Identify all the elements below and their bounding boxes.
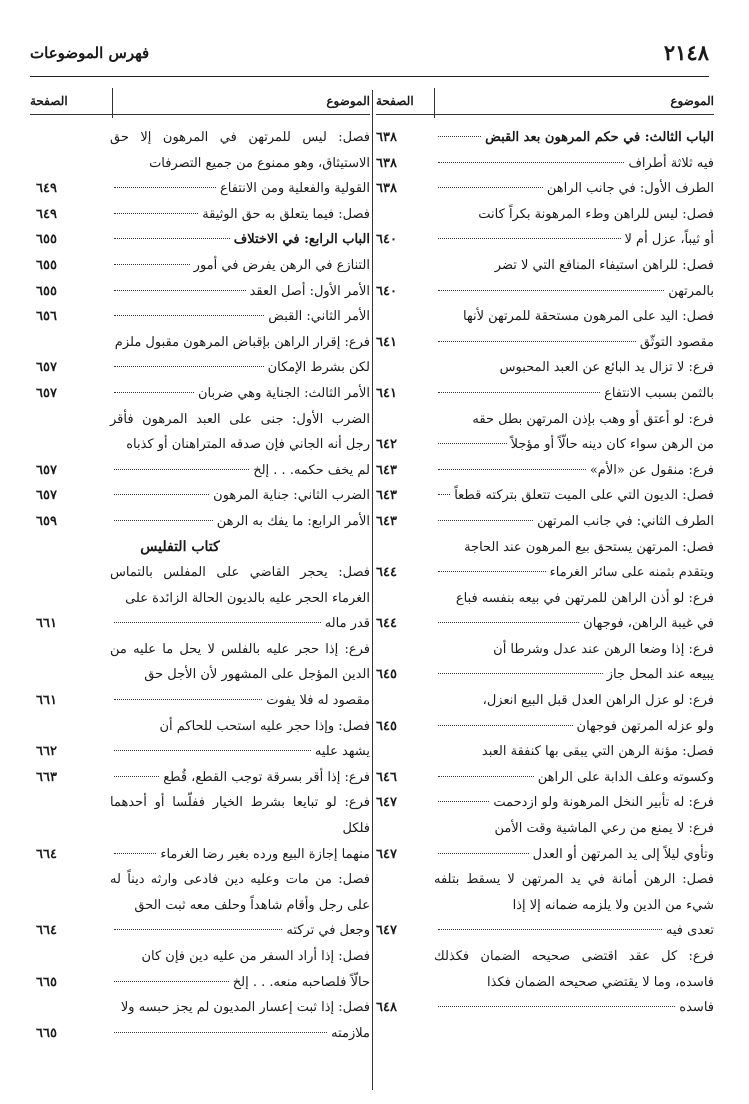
entry-text: فصل: ليس للمرتهن في المرهون إلا حق الاستيثاق، وهو ممنوع من جميع التصرفات (110, 130, 370, 171)
entry-text: فرع: لو أعتق أو وهب بإذن المرتهن بطل حقه (472, 411, 714, 427)
entry-last-line (434, 279, 714, 305)
leader-dots (438, 776, 534, 777)
entry-text: لكن بشرط الإمكان (267, 360, 370, 376)
left-column (30, 88, 370, 1046)
page-ref: ٦٤٧ (376, 846, 397, 862)
entry-last-line (434, 458, 714, 484)
page-ref: ٦٤٢ (376, 437, 397, 453)
toc-entry (30, 407, 370, 484)
entry-text: فرع: لو عزل الراهن العدل قبل البيع انعزل، (482, 693, 714, 709)
entry-text: الباب الرابع: في الاختلاف (233, 232, 370, 248)
entry-text: فصل: إذا ثبت إعسار المديون لم يجز حبسه ولا (120, 1000, 370, 1016)
toc-entry (30, 483, 370, 509)
leader-dots (114, 520, 213, 521)
toc-entry (376, 407, 714, 458)
toc-entry (376, 688, 714, 739)
entry-last-line (110, 355, 370, 381)
entry-last-line (110, 688, 370, 714)
entry-last-line (434, 995, 714, 1021)
toc-entries-right (376, 125, 714, 1021)
toc-entry (30, 253, 370, 279)
entry-last-line (110, 611, 370, 637)
entry-text: فرع: لا تزال يد البائع عن العبد المحبوس (499, 360, 714, 376)
entry-text: فصل: فيما يتعلق به حق الوثيقة (202, 206, 370, 222)
entry-text: فصل: للراهن استيفاء المنافع التي لا تضر (494, 257, 714, 273)
toc-entry (30, 560, 370, 637)
leader-dots (438, 392, 600, 393)
toc-entry (30, 202, 370, 228)
page-ref: ٦٤٠ (376, 283, 397, 299)
entry-text: فصل: الديون التي على الميت تتعلق بتركته قطعاً (454, 488, 714, 504)
entry-text: فصل: المرتهن يستحق بيع المرهون عند الحاجة (464, 539, 714, 555)
entry-text: قدر ماله (324, 616, 370, 632)
entry-text: أو ثيباً، عزل أم لا (624, 232, 714, 248)
entry-text: فيه ثلاثة أطراف (628, 155, 714, 171)
toc-entry (30, 714, 370, 765)
entry-last-line (110, 227, 370, 253)
entry-last-line (434, 176, 714, 202)
leader-dots (114, 622, 321, 623)
page-ref: ٦٤٤ (376, 565, 397, 581)
leader-dots (438, 494, 450, 495)
page-ref: ٦٥٥ (36, 232, 57, 248)
page-ref: ٦٤٧ (376, 923, 397, 939)
toc-entry (376, 867, 714, 944)
toc-entry (30, 790, 370, 867)
toc-entry (30, 944, 370, 995)
leader-dots (114, 238, 230, 239)
entry-text: وجعل في تركته (286, 923, 370, 939)
toc-entry (30, 227, 370, 253)
leader-dots (438, 341, 636, 342)
entry-last-line (434, 151, 714, 177)
entry-text: الأمر الثاني: القبض (268, 309, 370, 325)
column-header (376, 88, 714, 115)
page-header-label: الصفحة (30, 94, 68, 108)
entry-last-line (434, 330, 714, 356)
entry-text: فصل: ليس للراهن وطء المرهونة بكراً كانت (478, 206, 714, 222)
leader-dots (438, 443, 507, 444)
leader-dots (438, 162, 624, 163)
entry-last-line (110, 279, 370, 305)
entry-text: فرع: إذا وضعا الرهن عند عدل وشرطا أن (493, 641, 714, 657)
entry-last-line (434, 765, 714, 791)
entry-text: ولو عزله المرتهن فوجهان (576, 718, 714, 734)
page-ref: ٦٤١ (376, 385, 397, 401)
leader-dots (114, 187, 216, 188)
page-ref: ٦٥٩ (36, 513, 57, 529)
leader-dots (438, 622, 579, 623)
section-title: كتاب التفليس (140, 538, 220, 555)
entry-text: حالّاً فلصاحبه منعه. . . إلخ (232, 974, 370, 990)
entry-text: الأمر الرابع: ما يفك به الرهن (216, 513, 370, 529)
toc-entry (30, 381, 370, 407)
page-ref: ٦٥٧ (36, 385, 57, 401)
toc-entry (376, 790, 714, 816)
entry-text: بالثمن بسبب الانتفاع (604, 385, 714, 401)
toc-entry (376, 535, 714, 586)
toc-entry (30, 125, 370, 202)
leader-dots (438, 238, 621, 239)
entry-text: فصل: وإذا حجر عليه استحب للحاكم أن (159, 718, 370, 734)
toc-entry (376, 176, 714, 202)
entry-text: يبيعه عند المحل جاز (606, 667, 714, 683)
page-header-label: الصفحة (376, 94, 414, 108)
toc-entry (30, 304, 370, 330)
leader-dots (438, 136, 481, 137)
page-ref: ٦٥٦ (36, 309, 57, 325)
entry-last-line (110, 1021, 370, 1047)
page-number: ٢١٤٨ (663, 40, 709, 65)
entry-last-line (110, 304, 370, 330)
entry-text: فصل: يحجر القاضي على المفلس بالتماس الغرماء الحجر عليه بالديون الحالة الزائدة على (110, 565, 370, 606)
entry-last-line (110, 970, 370, 996)
entry-text: الطرف الأول: في جانب الراهن (546, 181, 714, 197)
page-ref: ٦٦٥ (36, 1025, 57, 1041)
toc-entry (376, 816, 714, 867)
leader-dots (438, 290, 664, 291)
entry-last-line (434, 509, 714, 535)
entry-last-line (434, 560, 714, 586)
page-ref: ٦٤٤ (376, 616, 397, 632)
page-ref: ٦٤٣ (376, 513, 397, 529)
toc-entries-left (30, 125, 370, 1046)
entry-text: الطرف الثاني: في جانب المرتهن (537, 513, 714, 529)
leader-dots (114, 315, 264, 316)
toc-entry (376, 304, 714, 355)
entry-text: الضرب الثاني: جناية المرهون (213, 488, 370, 504)
leader-dots (114, 290, 246, 291)
leader-dots (438, 673, 603, 674)
entry-text: وكسوته وعلف الدابة على الراهن (537, 769, 714, 785)
leader-dots (438, 520, 533, 521)
entry-text: وتأوي ليلاً إلى يد المرتهن أو العدل (532, 846, 714, 862)
page-ref: ٦٣٨ (376, 181, 397, 197)
right-column (376, 88, 714, 1021)
entry-text: فرع: منقول عن «الأم» (589, 462, 714, 478)
toc-entry (376, 458, 714, 484)
entry-text: في غيبة الراهن، فوجهان (583, 616, 714, 632)
entry-text: فصل: مؤنة الرهن التي يبقى بها كنفقة العبد (481, 744, 714, 760)
entry-text: بالمرتهن (668, 283, 714, 299)
toc-entry (376, 253, 714, 304)
leader-dots (114, 1032, 327, 1033)
entry-text: فرع: له تأبير النخل المرهونة ولو ازدحمت (493, 795, 714, 811)
entry-last-line (110, 458, 370, 484)
column-header (30, 88, 370, 115)
entry-text: فرع: لو أذن الراهن للمرتهن في بيعه بنفسه فباع (455, 590, 714, 606)
entry-last-line (110, 381, 370, 407)
page-ref: ٦٤٠ (376, 232, 397, 248)
page-ref: ٦٥٧ (36, 488, 57, 504)
toc-entry (30, 765, 370, 791)
page-ref: ٦٤٩ (36, 206, 57, 222)
entry-text: فرع: لا يمنع من رعي الماشية وقت الأمن (494, 821, 714, 837)
topic-header: الموضوع (326, 94, 370, 108)
entry-text: فرع: إذا حجر عليه بالفلس لا يحل ما عليه من الدين المؤجل على المشهور لأن الأجل حق (110, 641, 370, 683)
entry-last-line (110, 739, 370, 765)
page-ref: ٦٥٥ (36, 257, 57, 273)
page-ref: ٦٦٢ (36, 744, 57, 760)
entry-text: الأمر الأول: أصل العقد (249, 283, 370, 299)
toc-entry (376, 125, 714, 151)
entry-text: فصل: إذا أراد السفر من عليه دين فإن كان (141, 949, 370, 964)
page-ref: ٦٤٥ (376, 667, 397, 683)
toc-entry (376, 355, 714, 406)
page-ref: ٦٤٣ (376, 462, 397, 478)
entry-text: فصل: من مات وعليه دين فادعى وارثه ديناً له على رجل وأقام شاهداً وحلف معه ثبت الحق (110, 872, 370, 913)
running-title: فهرس الموضوعات (30, 44, 150, 62)
page-ref: ٦٣٨ (376, 155, 397, 171)
page-ref: ٦٥٧ (36, 462, 57, 478)
entry-text: مقصود التوثّق (639, 334, 714, 350)
page-ref: ٦٦٤ (36, 846, 57, 862)
leader-dots (114, 494, 209, 495)
entry-text: الأمر الثالث: الجناية وهي ضربان (198, 385, 370, 401)
entry-last-line (110, 202, 370, 228)
toc-entry (30, 279, 370, 305)
entry-last-line (434, 483, 714, 509)
entry-text: فصل: اليد على المرهون مستحقة للمرتهن لأنها (463, 309, 714, 325)
leader-dots (114, 264, 190, 265)
entry-last-line (434, 662, 714, 688)
toc-entry (30, 509, 370, 535)
entry-last-line (434, 381, 714, 407)
entry-text: فرع: لو تبايعا بشرط الخيار ففلّسا أو أحدهما فلكل (110, 795, 370, 837)
page-ref: ٦٦٣ (36, 769, 57, 785)
leader-dots (114, 469, 249, 470)
entry-last-line (110, 176, 370, 202)
page-header (30, 36, 709, 77)
entry-last-line (110, 509, 370, 535)
toc-entry (376, 586, 714, 637)
leader-dots (438, 1006, 675, 1007)
entry-last-line (110, 253, 370, 279)
page-ref: ٦٤٦ (376, 769, 397, 785)
leader-dots (114, 929, 282, 930)
entry-text: مقصود له فلا يفوت (266, 693, 370, 709)
entry-text: ويتقدم بثمنه على سائر الغرماء (549, 565, 714, 581)
entry-last-line (434, 714, 714, 740)
toc-entry (376, 944, 714, 1021)
toc-entry (376, 509, 714, 535)
entry-text: تعدى فيه (665, 923, 714, 939)
entry-text: التنازع في الرهن يفرض في أمور (193, 257, 370, 273)
page-ref: ٦٣٨ (376, 130, 397, 145)
leader-dots (438, 571, 546, 572)
column-divider (372, 90, 373, 1090)
entry-last-line (110, 483, 370, 509)
topic-header: الموضوع (670, 94, 714, 108)
entry-last-line (110, 918, 370, 944)
entry-last-line (434, 918, 714, 944)
toc-entry (30, 867, 370, 944)
leader-dots (438, 187, 543, 188)
leader-dots (114, 853, 156, 854)
page-ref: ٦٤٨ (376, 1000, 397, 1016)
leader-dots (114, 750, 311, 751)
toc-entry (376, 202, 714, 253)
entry-last-line (434, 227, 714, 253)
entry-last-line (434, 790, 714, 816)
page-ref: ٦٦٤ (36, 923, 57, 939)
page-ref: ٦٦٥ (36, 974, 57, 990)
page-ref: ٦٤٥ (376, 718, 397, 734)
leader-dots (438, 853, 529, 854)
entry-last-line (110, 765, 370, 791)
entry-text: فرع: كل عقد اقتضى صحيحه الضمان فكذلك فاسده، وما لا يقتضي صحيحه الضمان فكذا (434, 949, 714, 990)
header-separator (112, 88, 113, 118)
leader-dots (114, 213, 198, 214)
entry-text: الضرب الأول: جنى على العبد المرهون فأقر رجل أنه الجاني فإن صدقه المتراهنان أو كذباه (110, 411, 370, 453)
entry-last-line (434, 611, 714, 637)
entry-last-line (434, 432, 714, 458)
entry-text: من الرهن سواء كان دينه حالّاً أو مؤجلاً (510, 437, 714, 453)
page-ref: ٦٤١ (376, 334, 397, 350)
toc-entry (30, 330, 370, 381)
entry-text: يشهد عليه (314, 744, 370, 760)
toc-entry (30, 637, 370, 714)
page-ref: ٦٦١ (36, 616, 57, 632)
entry-last-line (110, 842, 370, 868)
page-ref: ٦٤٩ (36, 181, 57, 197)
leader-dots (438, 801, 489, 802)
toc-entry (376, 739, 714, 790)
page-ref: ٦٤٧ (376, 795, 397, 811)
header-separator (434, 88, 435, 118)
entry-last-line (434, 842, 714, 868)
leader-dots (114, 366, 264, 367)
entry-text: فرع: إقرار الراهن بإقباض المرهون مقبول ملزم (114, 334, 370, 350)
leader-dots (438, 469, 586, 470)
toc-entry (376, 151, 714, 177)
toc-entry (376, 483, 714, 509)
leader-dots (114, 776, 159, 777)
entry-text: فصل: الرهن أمانة في يد المرتهن لا يسقط بتلفه شيء من الدين ولا يلزمه ضمانه إلا إذا (434, 872, 714, 913)
page-ref: ٦٥٥ (36, 283, 57, 299)
entry-text: الباب الثالث: في حكم المرهون بعد القبض (485, 130, 714, 145)
leader-dots (114, 392, 194, 393)
entry-text: القولية والفعلية ومن الانتفاع (219, 181, 370, 197)
entry-text: منهما إجازة البيع ورده بغير رضا الغرماء (160, 846, 370, 862)
leader-dots (438, 929, 662, 930)
page-ref: ٦٤٣ (376, 488, 397, 504)
toc-entry (376, 637, 714, 688)
entry-last-line (434, 125, 714, 151)
entry-text: فاسده (679, 1000, 714, 1016)
toc-entry (30, 995, 370, 1046)
page-ref: ٦٥٧ (36, 360, 57, 376)
leader-dots (114, 699, 262, 700)
entry-text: فرع: إذا أقر بسرقة توجب القطع، قُطع (163, 769, 370, 785)
page-ref: ٦٦١ (36, 693, 57, 709)
leader-dots (114, 981, 229, 982)
leader-dots (438, 725, 573, 726)
entry-text: لم يخف حكمه. . . إلخ (253, 462, 370, 478)
entry-text: ملازمته (331, 1025, 370, 1041)
